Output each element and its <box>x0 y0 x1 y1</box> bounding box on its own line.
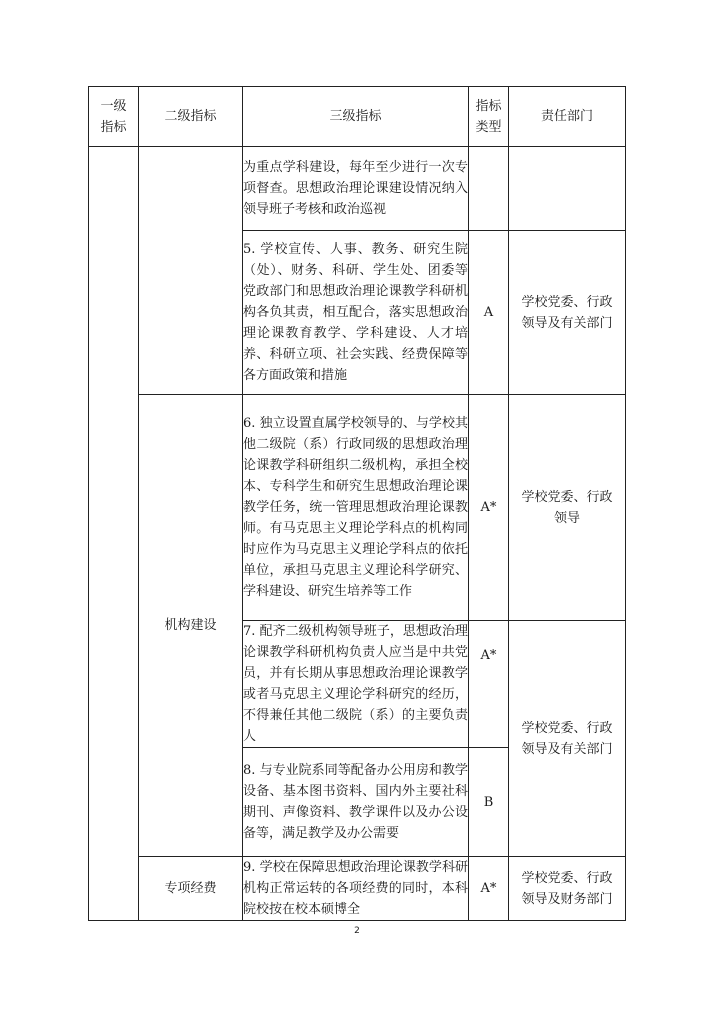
level3-cell: 5. 学校宣传、人事、教务、研究生院（处）、财务、科研、学生处、团委等党政部门和思想政治理论课教学科研机构各负其责，相互配合，落实思想政治理论课教育教学、学科建设、人才培养、科研立项、社会实践、经费保障等各方面政策和措施 <box>243 231 469 395</box>
level3-cell: 8. 与专业院系同等配备办公用房和教学设备、基本图书资料、国内外主要社科期刊、声像资料、教学课件以及办公设备等，满足教学及办公需要 <box>243 748 469 857</box>
dept-cell: 学校党委、行政领导及有关部门 <box>509 231 626 395</box>
page-number: 2 <box>354 926 360 936</box>
table-row <box>89 395 626 621</box>
dept-cell: 学校党委、行政领导及财务部门 <box>509 857 626 921</box>
type-cell: A* <box>469 621 509 748</box>
level2-cell: 机构建设 <box>139 395 243 857</box>
header-level2: 二级指标 <box>139 87 243 147</box>
header-row <box>89 87 626 147</box>
table-row <box>89 147 626 231</box>
header-level1: 一级指标 <box>89 87 139 147</box>
indicator-table <box>88 86 626 921</box>
level3-cell: 9. 学校在保障思想政治理论课教学科研机构正常运转的各项经费的同时，本科院校按在校本硕博全 <box>243 857 469 921</box>
dept-cell: 学校党委、行政领导及有关部门 <box>509 621 626 857</box>
header-dept: 责任部门 <box>509 87 626 147</box>
level1-cell <box>89 147 139 921</box>
type-cell: A* <box>469 395 509 621</box>
table-row <box>89 857 626 921</box>
dept-cell <box>509 147 626 231</box>
level2-cell <box>139 147 243 395</box>
type-cell: A* <box>469 857 509 921</box>
dept-cell: 学校党委、行政领导 <box>509 395 626 621</box>
header-level3: 三级指标 <box>243 87 469 147</box>
level3-cell: 为重点学科建设，每年至少进行一次专项督查。思想政治理论课建设情况纳入领导班子考核和政治巡视 <box>243 147 469 231</box>
level2-cell: 专项经费 <box>139 857 243 921</box>
level3-cell: 7. 配齐二级机构领导班子，思想政治理论课教学科研机构负责人应当是中共党员，并有长期从事思想政治理论课教学或者马克思主义理论学科研究的经历，不得兼任其他二级院（系）的主要负责人 <box>243 621 469 748</box>
type-cell: B <box>469 748 509 857</box>
type-cell: A <box>469 231 509 395</box>
type-cell <box>469 147 509 231</box>
header-type: 指标类型 <box>469 87 509 147</box>
level3-cell: 6. 独立设置直属学校领导的、与学校其他二级院（系）行政同级的思想政治理论课教学科研组织二级机构，承担全校本、专科学生和研究生思想政治理论课教学任务，统一管理思想政治理论课教师。有马克思主义理论学科点的机构同时应作为马克思主义理论学科点的依托单位，承担马克思主义理论科学研究、学科建设、研究生培养等工作 <box>243 395 469 621</box>
